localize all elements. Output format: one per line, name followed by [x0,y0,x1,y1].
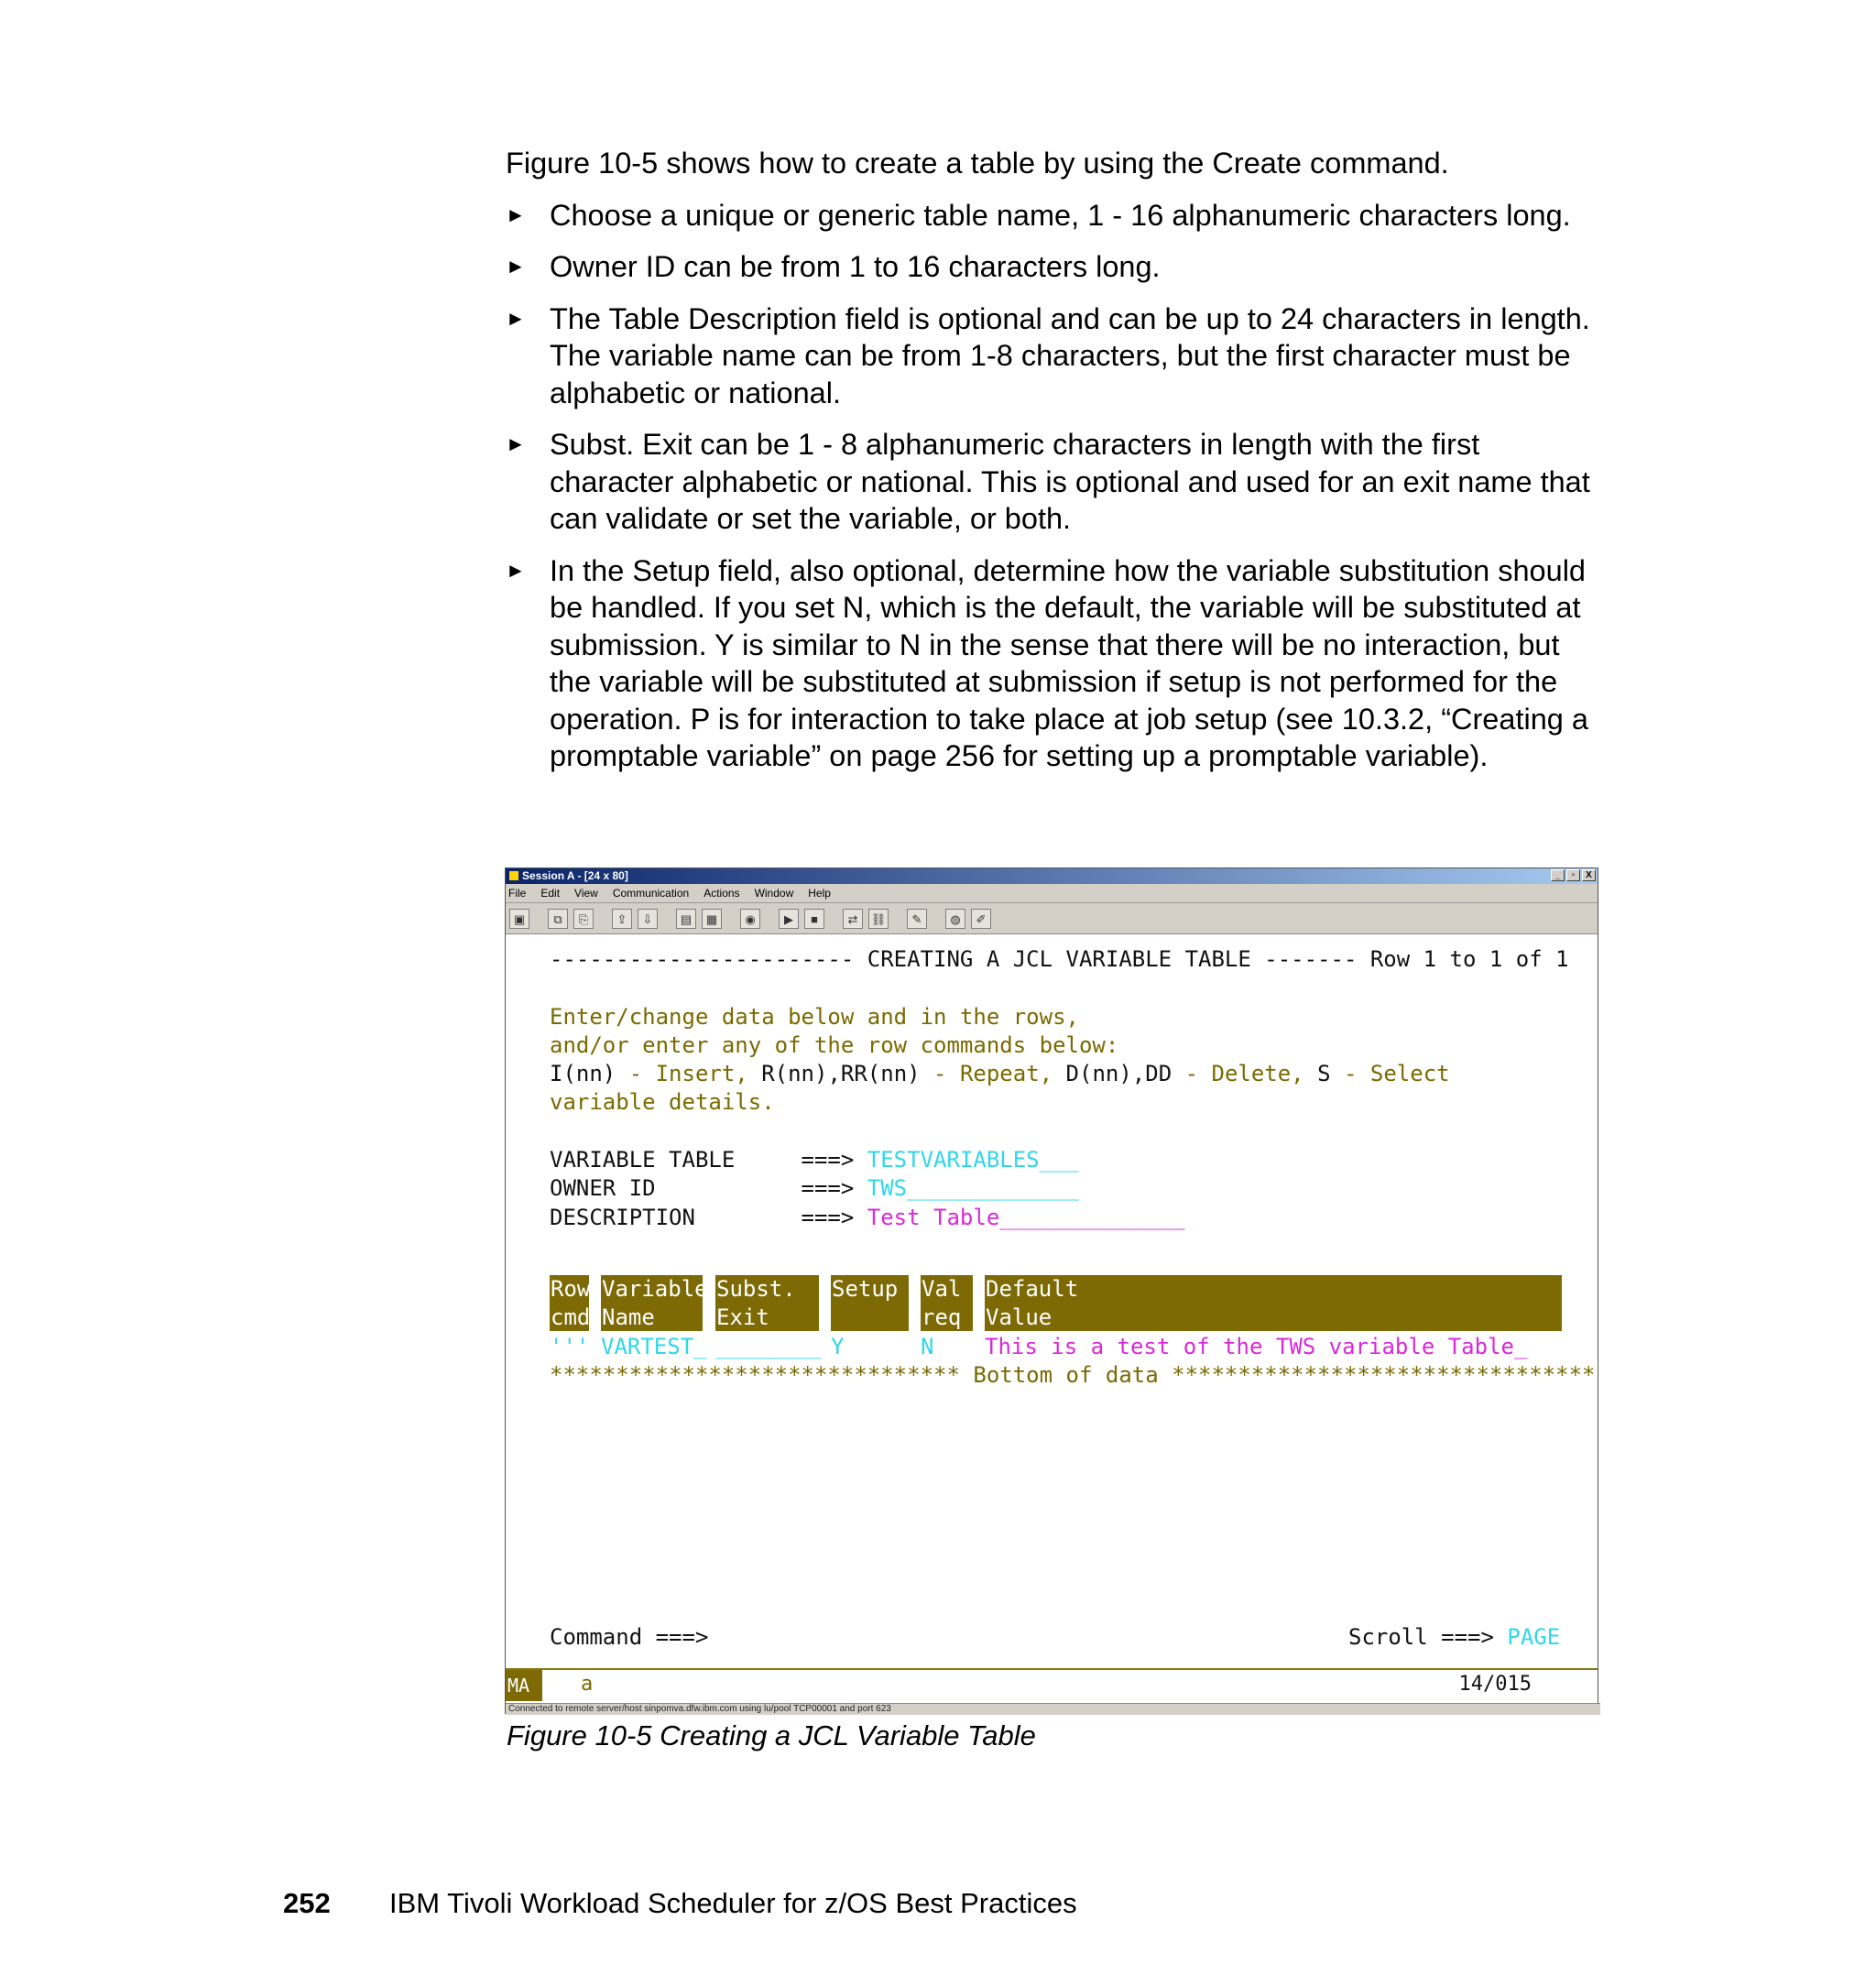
keypad-icon[interactable]: ▦ [702,909,722,929]
scroll-input[interactable]: PAGE [1507,1624,1561,1650]
variable-table-input[interactable]: TESTVARIABLES___ [867,1147,1079,1173]
figure-caption: Figure 10-5 Creating a JCL Variable Table [507,1719,1036,1751]
body-text [506,145,1605,790]
setup-input[interactable]: Y [831,1334,845,1359]
window-title: Session A - [24 x 80] [522,869,628,882]
header-variable-name: Variable Name [602,1276,708,1330]
menu-communication[interactable]: Communication [612,887,690,900]
bullet-arrow-icon: ► [506,558,526,582]
bullet-arrow-icon: ► [506,306,526,330]
cursor-position: 14/015 [1458,1673,1532,1696]
stop-macro-icon[interactable]: ■ [804,909,824,929]
session-icon [509,871,518,880]
subst-exit-input[interactable]: ________ [715,1334,822,1359]
val-req-input[interactable]: N [921,1334,934,1359]
default-value-input[interactable]: This is a test of the TWS variable Table_ [985,1334,1528,1359]
clipboard-icon[interactable]: ✎ [907,909,927,929]
transfer-icon[interactable]: ⇄ [843,909,863,929]
panel-title-line: ----------------------- CREATING A JCL VARIABLE TABLE ------- Row 1 to 1 of 1 [550,946,1569,972]
copy-icon[interactable]: ⧉ [548,909,568,929]
menu-bar [506,884,1598,903]
instruction-line: variable details. [550,1089,775,1115]
paste-icon[interactable]: ⎘ [573,909,594,929]
bottom-of-data-line: ******************************* Bottom of data ******************************** [550,1362,1596,1388]
owner-id-input[interactable]: TWS_____________ [867,1175,1079,1201]
menu-actions[interactable]: Actions [704,887,740,900]
connection-status-bar: Connected to remote server/host sinpomva.dfw.ibm.com using lu/pool TCP00001 and port 623 [506,1703,1600,1715]
bullet-list [506,197,1605,775]
instruction-line: and/or enter any of the row commands below: [550,1032,1119,1058]
intro-paragraph: Figure 10-5 shows how to create a table by using the Create command. [506,147,1449,180]
header-default-value: Default Value [985,1275,1562,1331]
scroll-field: Scroll ===> PAGE [1348,1624,1561,1650]
variable-table-field: VARIABLE TABLE ===> TESTVARIABLES___ [550,1147,1079,1173]
page-number: 252 [283,1887,331,1919]
terminal-screen [506,934,1598,1667]
play-macro-icon[interactable]: ▶ [779,909,799,929]
bullet-item: ► In the Setup field, also optional, determine how the variable substitution should be handled. If you set N, which is the default, the variable will be substituted at submission. Y is similar to N in the sense that there will be no interaction, but the variable will be substituted at submission if setup is not performed for the operation. P is for interaction to take place at job setup (see 10.3.2, “Creating a promptable variable” on page 256 for setting up a promptable variable). [506,553,1588,772]
receive-file-icon[interactable]: ⇩ [638,909,658,929]
menu-edit[interactable]: Edit [540,887,561,900]
bullet-arrow-icon: ► [506,432,526,455]
menu-view[interactable]: View [574,887,598,900]
bullet-item: ► Choose a unique or generic table name, 1 - 16 alphanumeric characters long. [506,197,1605,235]
header-subst-exit: Subst. Exit [715,1275,819,1331]
pencil-icon[interactable]: ✐ [971,909,991,929]
variable-name-input[interactable]: VARTEST_ [601,1334,707,1359]
toolbar [506,903,1598,934]
close-button[interactable]: X [1582,869,1596,881]
link-icon[interactable]: ⛓ [868,909,889,929]
emulator-window [505,868,1598,1714]
bullet-item: ► Owner ID can be from 1 to 16 characters long. [506,248,1605,286]
restore-button[interactable]: ▫ [1566,869,1580,881]
description-field: DESCRIPTION ===> Test Table______________ [550,1205,1185,1230]
header-setup: Setup [831,1275,909,1331]
menu-file[interactable]: File [508,887,527,900]
oia-ma-indicator: MA [506,1670,542,1701]
row-commands-line: I(nn) - Insert, R(nn),RR(nn) - Repeat, D(nn),DD - Delete, S - Select [550,1061,1450,1086]
oia-field-indicator: a [581,1673,594,1696]
globe-icon[interactable]: ◍ [945,909,965,929]
print-screen-icon[interactable]: ▣ [509,909,529,929]
command-label: Command ===> [550,1624,709,1650]
bullet-item: ► The Table Description field is optional and can be up to 24 characters in length. The variable name can be from 1-8 characters, but the first character must be alphabetic or national. [506,301,1590,409]
bullet-arrow-icon: ► [506,202,526,226]
menu-help[interactable]: Help [808,887,831,900]
header-row-cmd: Row cmd [551,1276,591,1330]
header-val-req: Val req [921,1275,973,1331]
row-cmd-input[interactable]: ''' [550,1334,590,1359]
bullet-arrow-icon: ► [506,255,526,278]
instruction-line: Enter/change data below and in the rows, [550,1004,1079,1030]
display-icon[interactable]: ▤ [676,909,696,929]
description-input[interactable]: Test Table______________ [867,1205,1185,1230]
bullet-item: ► Subst. Exit can be 1 - 8 alphanumeric characters in length with the first character alphabetic or national. This is optional and used for an exit name that can validate or set the variable, or both. [506,428,1590,535]
owner-id-field: OWNER ID ===> TWS_____________ [550,1175,1079,1201]
book-title: IBM Tivoli Workload Scheduler for z/OS Best Practices [389,1887,1077,1919]
minimize-button[interactable]: _ [1551,869,1565,881]
menu-window[interactable]: Window [754,887,794,900]
window-titlebar [506,868,1598,884]
send-file-icon[interactable]: ⇪ [612,909,632,929]
operator-info-area [506,1668,1598,1703]
record-macro-icon[interactable]: ◉ [740,909,760,929]
